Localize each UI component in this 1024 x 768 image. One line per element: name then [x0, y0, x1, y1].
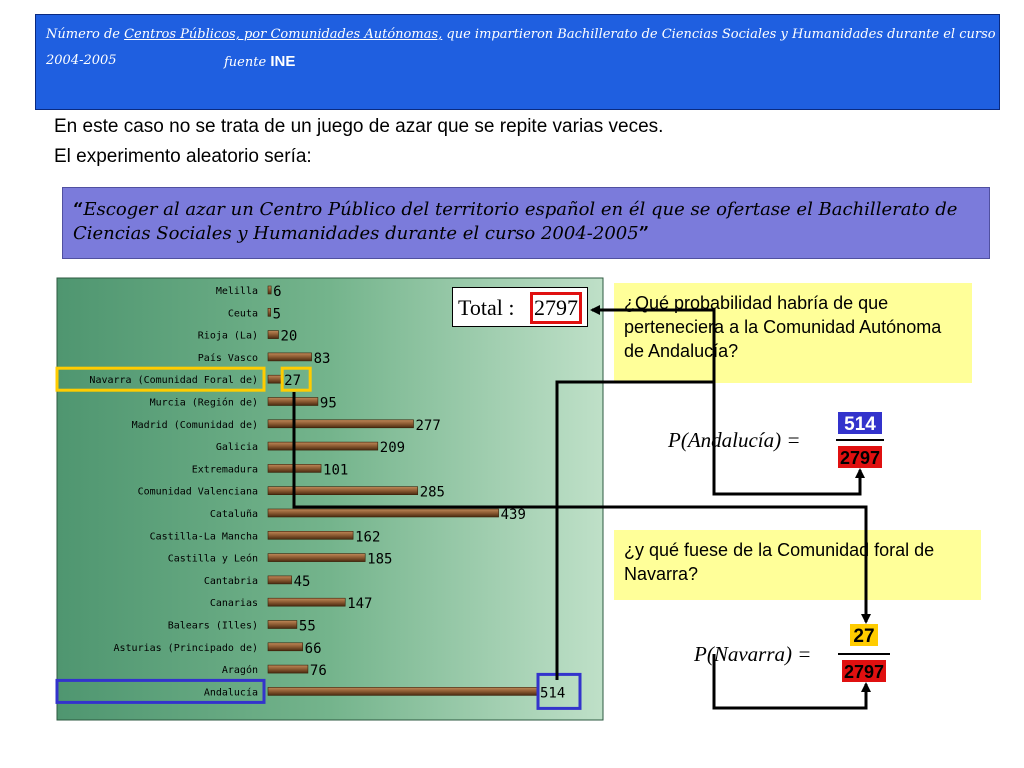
banner-title-suffix: que impartieron Bachillerato de Ciencias Sociales y Humanidades durante el curso: [442, 27, 996, 42]
value-label: 55: [298, 618, 316, 635]
category-label: Galicia: [215, 442, 258, 454]
bar: [268, 331, 279, 339]
value-label: 101: [323, 462, 349, 479]
value-label: 185: [367, 551, 393, 568]
formula-navarra-numerator: 27: [853, 626, 875, 647]
value-label: 277: [415, 417, 441, 434]
value-label: 45: [293, 573, 311, 590]
value-label: 209: [379, 440, 406, 457]
quote-close-mark: ”: [638, 223, 650, 244]
value-label: 6: [273, 284, 282, 300]
value-label: 20: [280, 328, 298, 345]
banner-source-name: INE: [270, 53, 296, 70]
value-label: 514: [540, 685, 566, 702]
category-label: Asturias (Principado de): [113, 642, 258, 654]
value-label: 95: [319, 395, 337, 412]
formula-andalucia-denominator: 2797: [839, 448, 881, 468]
value-label: 83: [313, 350, 331, 367]
bar: [268, 375, 282, 383]
category-label: Canarias: [209, 598, 258, 610]
category-label: Rioja (La): [197, 330, 258, 342]
category-label: Ceuta: [227, 308, 258, 320]
bar: [268, 598, 345, 606]
value-label: 27: [284, 373, 302, 390]
bar: [268, 531, 353, 539]
category-label: Balears (Illes): [167, 620, 258, 632]
bar: [268, 353, 312, 361]
bar: [268, 442, 378, 450]
bar: [268, 643, 303, 651]
bar: [268, 286, 271, 294]
value-label: 162: [355, 529, 381, 546]
value-label: 5: [272, 306, 282, 323]
category-label: Murcia (Región de): [149, 397, 258, 409]
category-label: Navarra (Comunidad Foral de): [89, 375, 258, 387]
formula-andalucia-numerator: 514: [844, 414, 876, 435]
banner-title-link[interactable]: Centros Públicos, por Comunidades Autónomas,: [124, 27, 443, 42]
value-label: 285: [419, 484, 446, 501]
value-label: 439: [500, 507, 526, 523]
banner-title-prefix: Número de: [46, 27, 125, 42]
intro-line-2: El experimento aleatorio sería:: [54, 146, 312, 167]
category-label: País Vasco: [197, 352, 258, 364]
value-label: 66: [304, 640, 322, 657]
total-box: [452, 287, 588, 327]
category-label: Castilla y León: [167, 553, 258, 565]
bar: [268, 687, 538, 695]
category-label: Castilla-La Mancha: [149, 531, 258, 543]
category-label: Aragón: [221, 665, 258, 677]
quote-body: Escoger al azar un Centro Público del territorio español en él que se ofertase el Bachillerato de Ciencias Sociales y Humanidades durante el curso 2004-2005: [73, 199, 958, 244]
value-label: 147: [347, 596, 373, 613]
category-label: Comunidad Valenciana: [137, 486, 258, 498]
quote-open-mark: “: [73, 199, 84, 220]
total-label: Total :: [458, 295, 515, 320]
intro-line-1: En este caso no se trata de un juego de azar que se repite varias veces.: [54, 116, 664, 137]
category-label: Cataluña: [209, 509, 258, 520]
bar: [268, 621, 297, 629]
formula-navarra-lhs: P(Navarra) =: [694, 642, 812, 666]
category-label: Extremadura: [191, 464, 258, 476]
arrow-to-total: [592, 310, 714, 494]
question-navarra-text: ¿y qué fuese de la Comunidad foral de Navarra?: [624, 540, 935, 584]
bar: [268, 554, 365, 562]
total-value: 2797: [530, 292, 582, 324]
banner-year: 2004-2005: [46, 53, 117, 68]
category-label: Melilla: [215, 286, 258, 297]
banner-source-label: fuente: [224, 55, 271, 70]
question-andalucia-text: ¿Qué probabilidad habría de que perteneciera a la Comunidad Autónoma de Andalucía?: [624, 293, 942, 361]
category-label: Cantabria: [203, 575, 258, 587]
bar: [268, 509, 499, 517]
bar: [268, 420, 414, 428]
bar: [268, 487, 418, 495]
value-label: 76: [309, 663, 327, 680]
formula-navarra-denominator: 2797: [843, 662, 885, 682]
bar: [268, 308, 271, 316]
formula-andalucia-lhs: P(Andalucía) =: [668, 428, 801, 452]
bar: [268, 576, 292, 584]
bar: [268, 665, 308, 673]
category-label: Madrid (Comunidad de): [131, 419, 258, 431]
category-label: Andalucía: [203, 687, 258, 699]
